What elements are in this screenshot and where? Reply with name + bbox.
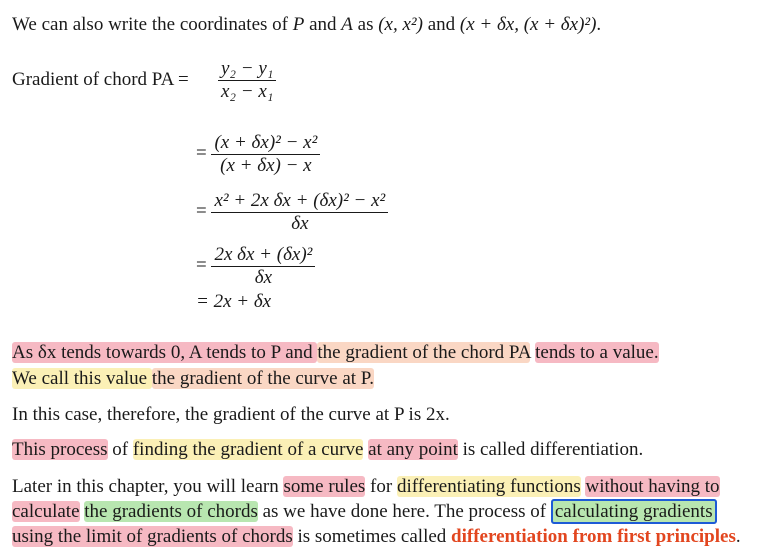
para3 — [12, 439, 643, 461]
para4-line1 — [12, 476, 720, 498]
intro-prefix: We can also write the coordinates of — [12, 14, 293, 35]
para4-k: is sometimes called — [292, 526, 452, 547]
step4 — [196, 244, 315, 289]
para1-a: As δx tends towards 0, A tends to P and — [12, 342, 318, 363]
para3-c: finding the gradient of a curve — [132, 439, 364, 460]
para1-d: We call this value — [12, 368, 152, 389]
intro-line — [12, 14, 601, 36]
para4-e: without having to — [585, 476, 720, 497]
para3-b: of — [107, 439, 133, 460]
para1-b: the gradient of the chord PA — [317, 342, 531, 363]
point-a: A — [341, 14, 353, 35]
coord-p: (x, x²) — [378, 14, 423, 35]
equals-sign: = — [196, 200, 207, 222]
step3-num: x² + 2x δx + (δx)² − x² — [211, 190, 388, 213]
para4-b: some rules — [283, 476, 366, 497]
coord-a: (x + δx, (x + δx)²) — [459, 14, 597, 35]
para2: In this case, therefore, the gradient of the curve at P is 2x. — [12, 404, 450, 425]
step2-num: (x + δx)² − x² — [211, 132, 320, 155]
para1-e: the gradient of the curve at P. — [151, 368, 374, 389]
para4-g: the gradients of chords — [84, 501, 258, 522]
step2 — [196, 132, 320, 177]
para4-i: calculating gradients — [551, 499, 717, 524]
para1-line1 — [12, 342, 659, 364]
step4-den: δx — [254, 266, 273, 288]
para4-a: Later in this chapter, you will learn — [12, 476, 284, 497]
equals-sign: = — [196, 254, 207, 276]
intro-as: as — [352, 14, 379, 35]
step1-fraction — [218, 58, 276, 103]
intro-period: . — [596, 14, 602, 35]
para4-line2 — [12, 501, 717, 523]
step1-den: x₂ − x₁ — [221, 80, 274, 102]
para1-c: tends to a value. — [535, 342, 659, 363]
step2-den: (x + δx) − x — [220, 154, 312, 176]
step1-num: y₂ − y₁ — [218, 58, 276, 81]
para4-l: differentiation from first principles — [451, 526, 736, 547]
step3-den: δx — [291, 212, 309, 234]
para3-a: This process — [12, 439, 108, 460]
para1-line2 — [12, 368, 374, 390]
para4-m: . — [735, 526, 741, 547]
para4-j: using the limit of gradients of chords — [12, 526, 293, 547]
para4-h: as we have done here. The process of — [257, 501, 551, 522]
para4-d: differentiating functions — [396, 476, 581, 497]
para4-line3 — [12, 526, 741, 548]
para3-e: is called differentiation. — [457, 439, 644, 460]
equals-sign: = — [196, 142, 207, 164]
step3 — [196, 190, 388, 235]
gradient-label: Gradient of chord PA = — [12, 69, 189, 90]
step4-num: 2x δx + (δx)² — [211, 244, 315, 267]
intro-and: and — [304, 14, 342, 35]
point-p: P — [292, 14, 305, 35]
para4-f: calculate — [12, 501, 80, 522]
para3-d: at any point — [368, 439, 458, 460]
para4-c: for — [365, 476, 397, 497]
step5: = 2x + δx — [196, 291, 272, 312]
intro-and2: and — [422, 14, 460, 35]
